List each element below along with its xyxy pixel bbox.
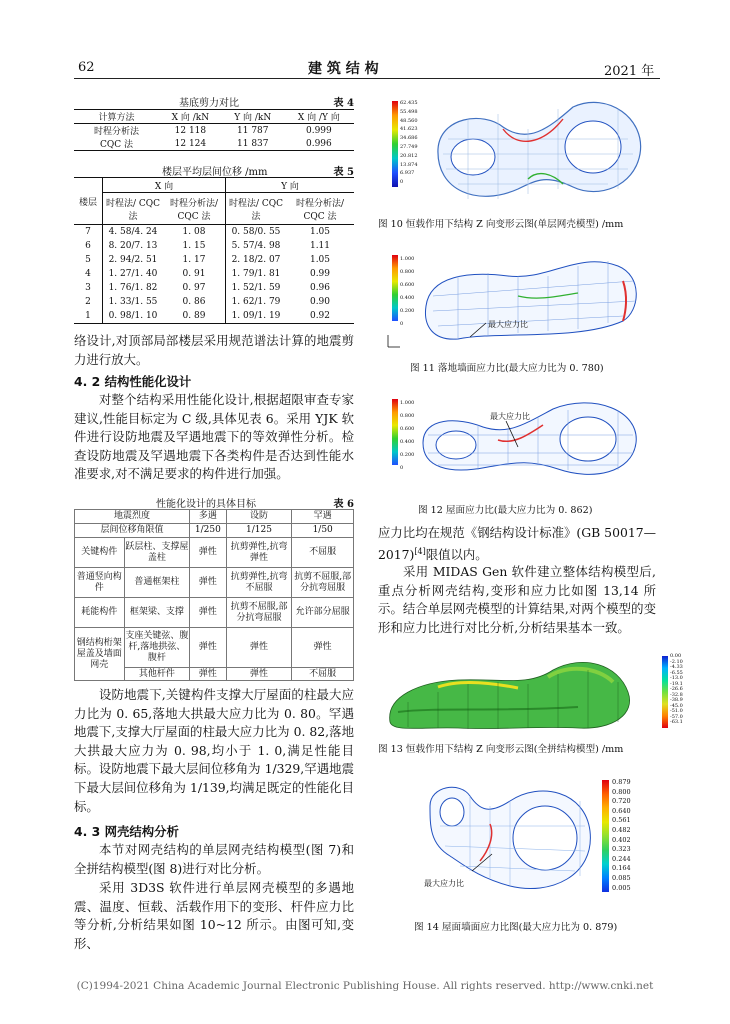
table6-cell: 1/125 [226,524,292,538]
table5-cell: 0. 89 [163,309,226,324]
table4-cell: 12 118 [174,125,207,136]
fig10-legend-value: 13.874 [400,161,418,168]
section-heading-4-3: 4. 3 网壳结构分析 [74,824,179,839]
table5-cell: 0.99 [309,269,331,279]
figure-11 [378,251,648,351]
table6-cell: 跃层柱、支撑屋盖柱 [124,538,189,568]
fig10-shell-plot [378,99,648,209]
table5-title: 楼层平均层间位移 /mm [162,167,268,178]
table6-cell: 1/250 [190,524,227,538]
fig13-legend-value: -32.8 [670,691,683,698]
paragraph-code-limit [378,524,656,564]
fig14-legend-value: 0.402 [612,835,631,844]
fig13-legend-value: -57.0 [670,713,683,720]
header-rule [74,78,660,79]
fig14-legend-value: 0.720 [612,797,631,806]
table5-cell: 1 [74,309,103,324]
table6-cell: 其他杆件 [124,668,189,681]
table6-cell: 设防 [226,510,292,524]
table6-number: 表 6 [333,499,354,510]
fig11-legend-value: 0.200 [400,308,415,314]
table6-cell: 抗剪不屈服,部分抗弯屈服 [292,568,354,598]
fig12-roof-plot [378,395,648,485]
table5-cell: 6 [85,241,91,251]
table4-cell: 时程分析法 [93,127,139,137]
table4-header: X 向 /Y 向 [284,110,354,124]
table4-number: 表 4 [333,98,354,109]
fig11-annotation: 最大应力比 [488,320,528,329]
table5-row [74,239,354,253]
table5-cell: 1. 76/1. 82 [103,281,164,295]
fig12-legend-value: 0.800 [400,413,415,419]
table4-cell: CQC 法 [74,137,159,151]
fig10-legend-value: 41.623 [400,126,418,133]
fig12-legend-value: 0.400 [400,439,415,445]
table5-cell: 0. 97 [182,283,206,293]
paragraph-code-limit-end: 限值以内。 [425,546,488,562]
table6-cell: 不屈服 [292,538,354,568]
table6-cell: 地震烈度 [75,510,190,524]
fig14-legend-value: 0.005 [612,883,631,892]
table4-header: X 向 /kN [159,110,222,124]
fig13-legend-value: -13.0 [670,675,683,681]
fig13-legend [670,654,683,726]
table5-cell: 1. 33/1. 55 [103,295,164,309]
fig14-caption: 图 14 屋面墙面应力比图(最大应力比为 0. 879) [414,922,618,933]
paragraph-midas: 采用 MIDAS Gen 软件建立整体结构模型后,重点分析网壳结构,变形和应力比如图 13,14 所示。结合单层网壳模型的计算结果,对两个模型的变形和应力比进行对比分析,分析结果基本一致。 [378,564,656,635]
fig12-legend-value: 0.600 [400,426,415,432]
table5-subheader: 时程法/ CQC 法 [226,193,287,225]
fig11-legend-value: 0 [400,321,404,327]
figure-12 [378,395,648,485]
table5-cell: 1.05 [309,255,331,265]
fig10-legend-value: 6.937 [400,170,415,177]
fig11-legend-value: 0.800 [400,269,415,275]
paragraph-code-limit-text: 应力比均在规范《钢结构设计标准》(GB 50017—2017) [378,525,656,562]
table5-cell: 0.96 [309,283,331,293]
table5-cell: 0. 91 [182,269,206,279]
paragraph-3d3s-analysis: 采用 3D3S 软件进行单层网壳模型的多遇地震、温度、恒载、活载作用下的变形、杆件应力比等分析,分析结果如图 10~12 所示。由图可知,变形、 [74,880,354,951]
fig10-legend-value: 55.498 [400,108,418,115]
fig13-legend-value: -19.1 [670,680,683,687]
table6-cell: 钢结构桁架屋盖及墙面网壳 [75,628,125,681]
fig14-annotation: 最大应力比 [424,879,464,888]
table5-x-header: X 向 [103,178,226,193]
table5-row [74,267,354,281]
journal-name: 建 筑 结 构 [308,61,379,77]
fig13-legend-value: -63.1 [670,719,683,725]
fig10-legend-value: 62.435 [400,100,418,106]
table5-cell: 0. 58/0. 55 [226,225,287,240]
table5-subheader: 时程分析法/ CQC 法 [286,193,354,225]
figure-13 [378,652,683,732]
table5-cell: 1. 17 [182,255,206,265]
table6-cell: 弹性 [226,668,292,681]
paragraph-shell-models: 本节对网壳结构的单层网壳结构模型(图 7)和全拼结构模型(图 8)进行对比分析。 [74,842,354,876]
table4-cell: 12 124 [159,137,222,151]
table4-cell: 11 787 [237,125,269,136]
table6-cell: 耗能构件 [75,598,125,628]
table5-cell: 0. 86 [182,297,206,307]
table5-subheader: 时程分析法/ CQC 法 [163,193,226,225]
table5-cell: 0.90 [309,297,331,307]
fig12-annotation: 最大应力比 [490,412,530,421]
table6-cell: 抗剪弹性,抗弯弹性 [226,538,292,568]
fig10-legend-value: 20.812 [400,152,418,159]
table5 [74,177,354,324]
fig13-legend-value: -51.0 [670,708,683,714]
fig13-full-model-plot [378,652,648,732]
fig10-legend-value: 27.749 [400,143,418,150]
table5-cell: 4 [85,269,91,279]
table6-cell: 罕遇 [292,510,354,524]
fig10-legend-value: 48.560 [400,117,418,124]
fig14-legend-value: 0.085 [612,873,631,882]
table6-cell: 弹性 [190,628,227,668]
table5-cell: 1. 27/1. 40 [103,267,164,281]
table6-cell: 弹性 [190,598,227,628]
table6-cell: 普通竖向构件 [75,568,125,598]
table5-cell: 0.92 [286,309,354,324]
fig11-caption: 图 11 落地墙面应力比(最大应力比为 0. 780) [410,363,604,374]
fig14-legend [612,778,631,893]
fig12-legend-value: 1.000 [400,400,415,406]
table5-cell: 2. 18/2. 07 [226,253,287,267]
fig13-legend-value: -26.6 [670,686,683,692]
table5-cell: 5 [85,255,91,265]
fig11-legend-value: 0.600 [400,282,415,288]
table6-cell: 弹性 [190,568,227,598]
table6-cell: 允许部分屈服 [292,598,354,628]
table5-number: 表 5 [333,167,354,178]
fig10-legend-value: 0 [400,179,404,186]
fig13-legend-value: -4.33 [670,664,683,670]
table6-cell: 不屈服 [292,668,354,681]
paragraph-continued: 络设计,对顶部局部楼层采用规范谱法计算的地震剪力进行放大。 [74,333,354,367]
table6-cell: 支座关键弦、腹杆,落地拱弦、腹杆 [124,628,189,668]
fig14-legend-value: 0.800 [612,787,631,796]
fig11-legend-value: 0.400 [400,295,415,301]
table5-row [74,253,354,267]
table6-title: 性能化设计的具体目标 [156,499,256,510]
table4-cell: 0.999 [305,125,332,136]
section-heading-4-2: 4. 2 结构性能化设计 [74,374,192,389]
table5-cell: 1. 09/1. 19 [226,309,287,324]
table5-floor-header: 楼层 [74,178,103,225]
table6-cell: 弹性 [226,628,292,668]
fig11-wall-plot [378,251,648,351]
fig14-legend-value: 0.244 [612,854,631,863]
fig13-legend-value: -45.0 [670,702,683,709]
table6-cell: 框架梁、支撑 [124,598,189,628]
fig13-legend-value: -6.55 [670,669,683,676]
fig14-legend-value: 0.482 [612,825,631,834]
table4-header: 计算方法 [74,110,159,124]
figure-10 [378,99,648,209]
table5-subheader: 时程法/ CQC 法 [103,193,164,225]
table6-cell: 抗剪弹性,抗弯不屈服 [226,568,292,598]
citation-ref: [4] [414,546,426,556]
fig12-legend-value: 0 [400,465,404,471]
table5-cell: 3 [85,283,91,293]
table4-title: 基底剪力对比 [179,98,239,109]
table5-cell: 2. 94/2. 51 [103,253,164,267]
fig12-legend-value: 0.200 [400,452,415,458]
table5-cell: 1. 79/1. 81 [226,267,287,281]
copyright-footer: (C)1994-2021 China Academic Journal Electronic Publishing House. All rights reserved. http://www.cnki.net [76,980,654,992]
fig14-legend-value: 0.561 [612,816,631,825]
table4-header: Y 向 /kN [222,110,284,124]
fig11-legend-value: 1.000 [400,256,415,262]
table5-cell: 1. 62/1. 79 [226,295,287,309]
year: 2021 年 [604,64,655,79]
table6-cell: 关键构件 [75,538,125,568]
table4-cell: 0.996 [284,137,354,151]
table5-cell: 1. 08 [182,227,206,237]
table5-cell: 7 [85,227,91,237]
fig12-caption: 图 12 屋面应力比(最大应力比为 0. 862) [418,505,593,516]
table6-cell: 1/50 [292,524,354,538]
fig14-legend-value: 0.323 [612,845,631,854]
table6-cell: 普通框架柱 [124,568,189,598]
fig14-colorbar [602,780,609,892]
fig10-legend-value: 34.686 [400,135,418,142]
table5-row [74,281,354,295]
table6-cell: 弹性 [292,628,354,668]
table5-cell: 8. 20/7. 13 [103,239,164,253]
table5-cell: 1. 52/1. 59 [226,281,287,295]
fig14-legend-value: 0.640 [612,806,631,815]
table5-cell: 5. 57/4. 98 [226,239,287,253]
table5-cell: 2 [85,297,91,307]
fig13-legend-value: 0.00 [670,653,682,659]
table5-y-header: Y 向 [226,178,355,193]
table5-cell: 1.11 [309,241,331,251]
fig13-legend-value: -2.10 [670,658,683,665]
fig10-caption: 图 10 恒载作用下结构 Z 向变形云图(单层网壳模型) /mm [378,219,624,230]
table6-cell: 抗剪不屈服,部分抗弯屈服 [226,598,292,628]
table6-cell: 弹性 [190,538,227,568]
fig13-legend-value: -38.9 [670,697,683,703]
table6-cell: 层间位移角限值 [75,524,190,538]
table5-row [74,295,354,309]
fig14-legend-value: 0.164 [612,864,631,873]
table6-cell: 多遇 [190,510,227,524]
fig13-colorbar [662,656,668,728]
fig14-legend-value: 0.879 [612,778,631,786]
table5-row [74,309,354,324]
page-number: 62 [78,60,95,75]
table4 [74,109,354,151]
paragraph-seismic-results: 设防地震下,关键构件支撑大厅屋面的柱最大应力比为 0. 65,落地大拱最大应力比为 0. 80。罕遇地震下,支撑大厅屋面的柱最大应力比为 0. 82,落地大拱最大应力为 0. 98,均小于 1. 0,满足性能目标。设防地震下最大层间位移角为 1/329,罕遇地震下最大层间位移角为 1/139,均满足既定的性能化目标。 [74,687,354,814]
table5-row [74,225,354,240]
fig13-caption: 图 13 恒载作用下结构 Z 向变形云图(全拼结构模型) /mm [378,744,624,755]
paragraph-performance: 对整个结构采用性能化设计,根据超限审查专家建议,性能目标定为 C 级,具体见表 6。采用 YJK 软件进行设防地震及罕遇地震下的等效弹性分析。检查设防地震及罕遇地震下各类构件是否达到性能水准要求,对不满足要求的构件进行加强。 [74,392,354,482]
table5-cell: 0. 98/1. 10 [103,309,164,324]
table5-cell: 4. 58/4. 24 [103,225,164,240]
table6 [74,509,354,681]
table6-cell: 弹性 [190,668,227,681]
figure-14 [410,776,660,901]
table5-cell: 1.05 [309,227,331,237]
table4-cell: 11 837 [222,137,284,151]
table5-cell: 1. 15 [182,241,206,251]
